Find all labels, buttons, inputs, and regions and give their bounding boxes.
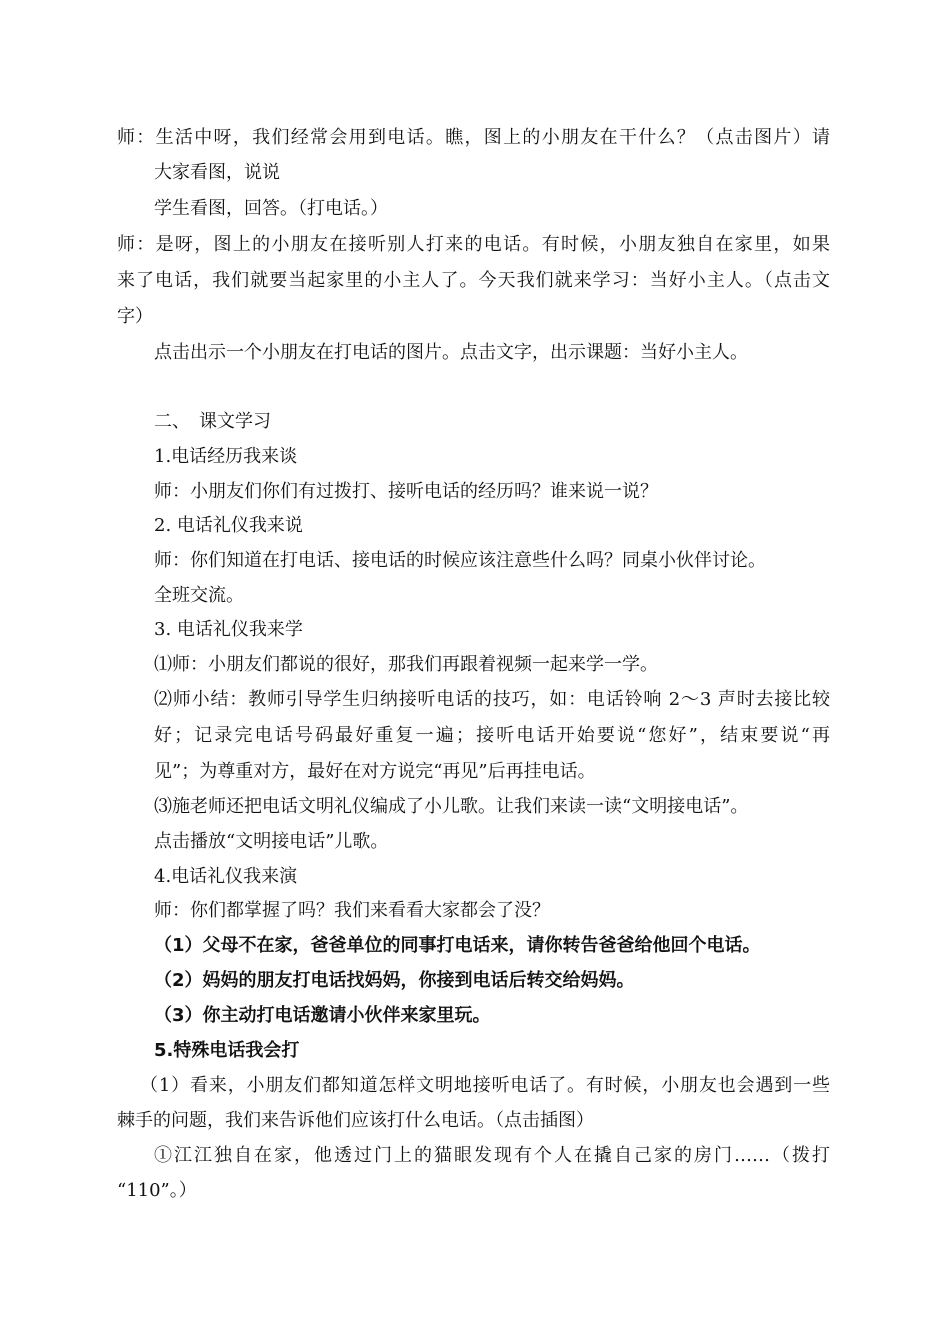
- list-item-continuation: 见”；为尊重对方，最好在对方说完“再见”后再挂电话。: [154, 761, 596, 782]
- bold-list-item: （2）妈妈的朋友打电话找妈妈，你接到电话后转交给妈妈。: [154, 970, 635, 991]
- subsection-title: 1.电话经历我来谈: [154, 446, 298, 467]
- list-item: ⑵师小结：教师引导学生归纳接听电话的技巧，如：电话铃响 2～3 声时去接比较: [154, 689, 830, 710]
- subsection-title: 4.电话礼仪我来演: [154, 866, 298, 887]
- paragraph-line: 师：是呀，图上的小朋友在接听别人打来的电话。有时候，小朋友独自在家里，如果: [117, 234, 830, 255]
- paragraph-line: 师：你们都掌握了吗？我们来看看大家都会了没？: [154, 900, 550, 921]
- paragraph-line: 点击播放“文明接电话”儿歌。: [154, 831, 389, 852]
- subsection-title: 2. 电话礼仪我来说: [154, 515, 303, 536]
- paragraph-line: “110”。）: [117, 1180, 197, 1201]
- subsection-title: 5.特殊电话我会打: [154, 1040, 300, 1061]
- paragraph-line: 大家看图，说说: [154, 162, 280, 183]
- paragraph-line: 棘手的问题，我们来告诉他们应该打什么电话。（点击插图）: [117, 1110, 594, 1131]
- bold-list-item: （3）你主动打电话邀请小伙伴来家里玩。: [154, 1005, 491, 1026]
- paragraph-line: 学生看图，回答。（打电话。）: [154, 198, 388, 219]
- section-heading: 二、 课文学习: [154, 411, 271, 432]
- paragraph-line: 师：小朋友们你们有过拨打、接听电话的经历吗？谁来说一说？: [154, 481, 658, 502]
- subsection-title: 3. 电话礼仪我来学: [154, 619, 303, 640]
- paragraph-line: ①江江独自在家，他透过门上的猫眼发现有个人在撬自己家的房门……（拨打: [154, 1145, 830, 1166]
- paragraph-line: 全班交流。: [154, 585, 244, 606]
- paragraph-line: 字）: [117, 306, 153, 327]
- paragraph-line: （1）看来，小朋友们都知道怎样文明地接听电话了。有时候，小朋友也会遇到一些: [140, 1075, 830, 1096]
- list-item-continuation: 好；记录完电话号码最好重复一遍；接听电话开始要说“您好”，结束要说“再: [154, 725, 830, 746]
- paragraph-line: 点击出示一个小朋友在打电话的图片。点击文字，出示课题：当好小主人。: [154, 342, 748, 363]
- bold-list-item: （1）父母不在家，爸爸单位的同事打电话来，请你转告爸爸给他回个电话。: [154, 935, 761, 956]
- list-item: ⑶施老师还把电话文明礼仪编成了小儿歌。让我们来读一读“文明接电话”。: [154, 796, 749, 817]
- paragraph-line: 来了电话，我们就要当起家里的小主人了。今天我们就来学习：当好小主人。（点击文: [117, 270, 830, 291]
- list-item: ⑴师：小朋友们都说的很好，那我们再跟着视频一起来学一学。: [154, 654, 658, 675]
- paragraph-line: 师：你们知道在打电话、接电话的时候应该注意些什么吗？同桌小伙伴讨论。: [154, 550, 766, 571]
- paragraph-line: 师：生活中呀，我们经常会用到电话。瞧，图上的小朋友在干什么？（点击图片）请: [117, 127, 830, 148]
